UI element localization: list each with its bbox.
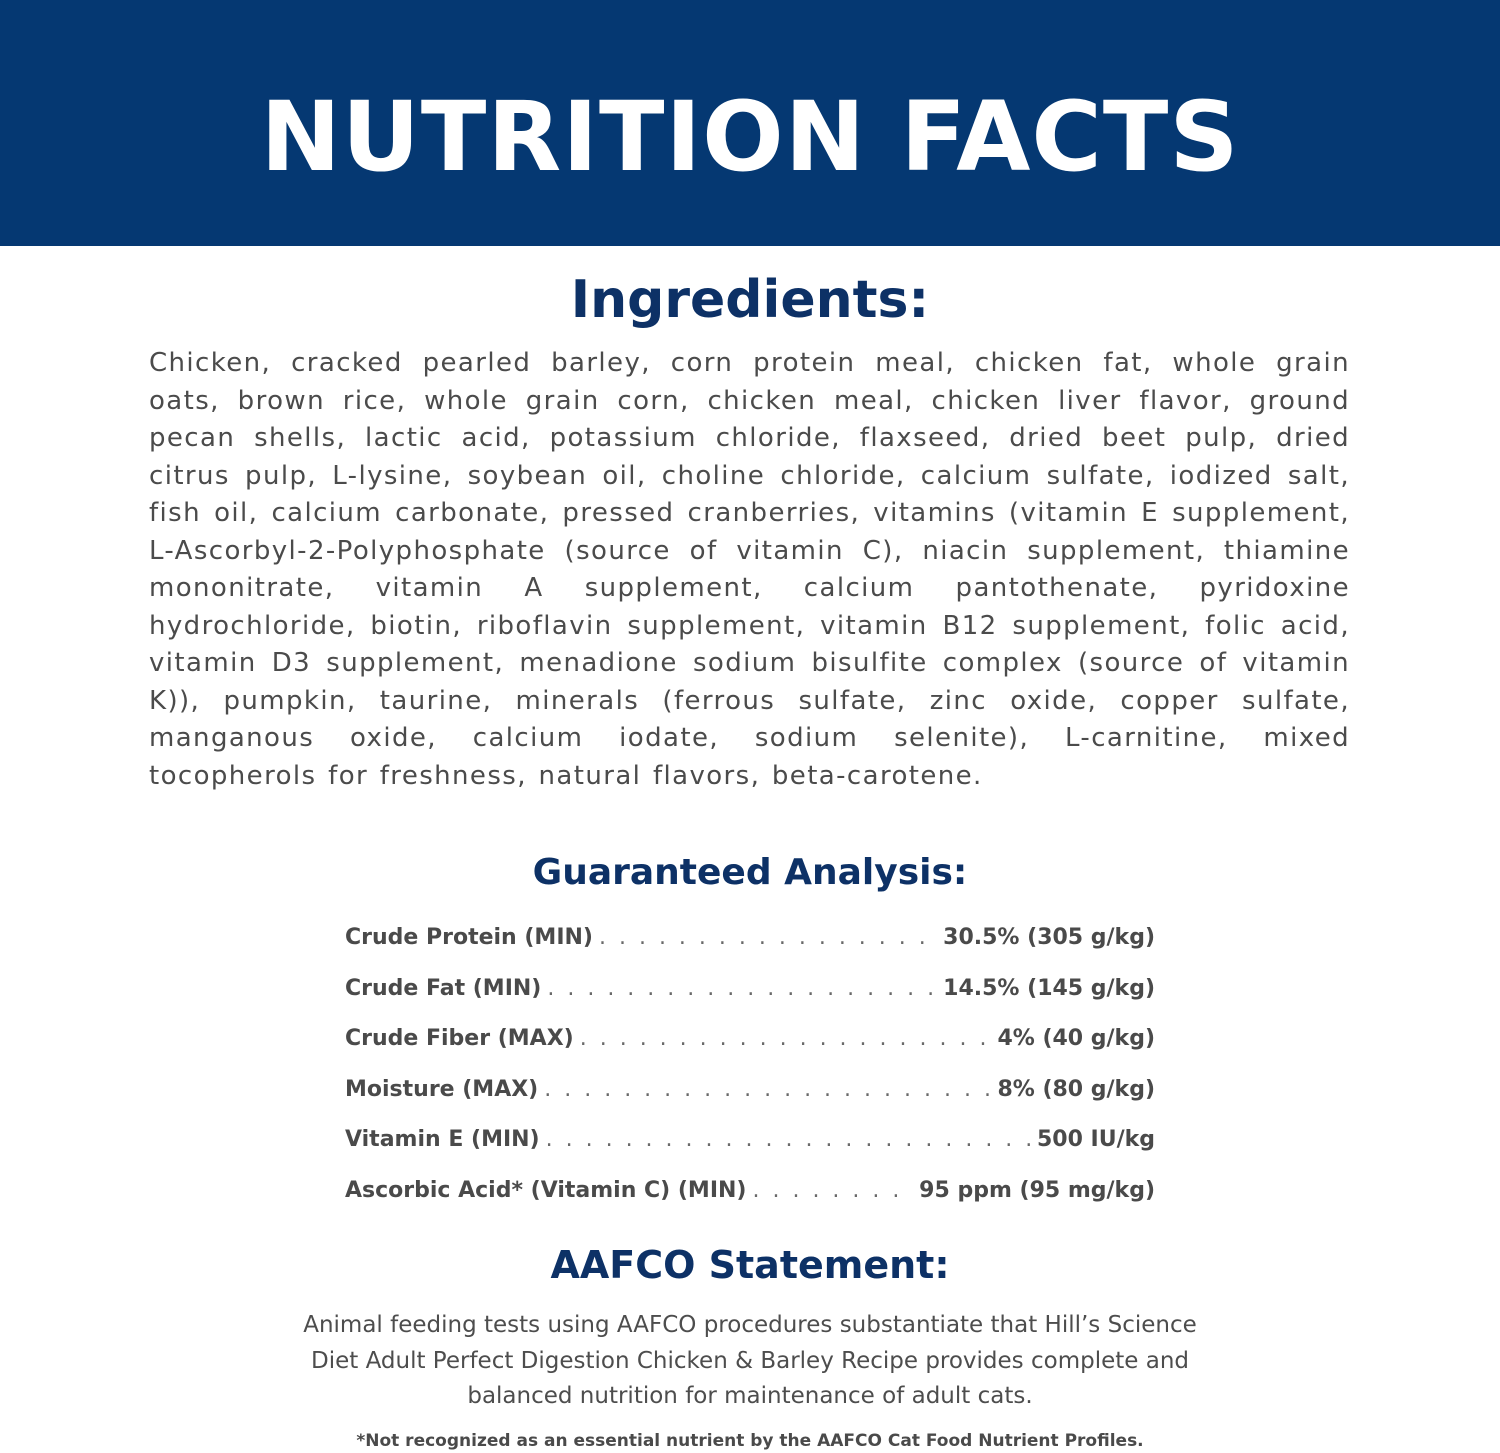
guaranteed-analysis-table bbox=[345, 925, 1155, 1229]
analysis-value: 500 IU/kg bbox=[1036, 1127, 1155, 1153]
analysis-label: Crude Protein (MIN) bbox=[345, 925, 593, 950]
page-title: NUTRITION FACTS bbox=[260, 81, 1240, 193]
aafco-statement-text: Animal feeding tests using AAFCO procedures substantiate that Hill’s Science Diet Adult Perfect Digestion Chicken & Barley Recipe provides complete and balanced nutrition for maintenance of adult cats. bbox=[303, 1312, 1197, 1409]
analysis-value: 14.5% (145 g/kg) bbox=[943, 975, 1155, 1001]
ingredients-list-text: Chicken, cracked pearled barley, corn protein meal, chicken fat, whole grain oats, brown rice, whole grain corn, chicken meal, chicken liver flavor, ground pecan shells, lactic acid, potassium chloride, flaxseed, dried beet pulp, dried citrus pulp, L-lysine, soybean oil, choline chloride, calcium sulfate, iodized salt, fish oil, calcium carbonate, pressed cranberries, vitamins (vitamin E supplement, L-Ascorbyl-2-Polyphosphate (source of vitamin C), niacin supplement, thiamine mononitrate, vitamin A supplement, calcium pantothenate, pyridoxine hydrochloride, biotin, riboflavin supplement, vitamin B12 supplement, folic acid, vitamin D3 supplement, menadione sodium bisulfite complex (source of vitamin K)), pumpkin, taurine, minerals (ferrous sulfate, zinc oxide, copper sulfate, manganous oxide, calcium iodate, sodium selenite), L-carnitine, mixed tocopherols for freshness, natural flavors, beta-carotene. bbox=[149, 348, 1350, 791]
analysis-row-crude-protein bbox=[345, 925, 1155, 976]
analysis-row-crude-fat bbox=[345, 976, 1155, 1027]
analysis-label: Ascorbic Acid* (Vitamin C) (MIN) bbox=[345, 1177, 747, 1203]
analysis-label: Moisture (MAX) bbox=[345, 1076, 539, 1102]
analysis-label: Crude Fat (MIN) bbox=[345, 975, 542, 1001]
dot-leader bbox=[546, 1127, 1031, 1152]
ingredients-heading: Ingredients: bbox=[570, 270, 930, 330]
analysis-value: 4% (40 g/kg) bbox=[997, 1026, 1155, 1052]
dot-leader bbox=[752, 1178, 913, 1203]
dot-leader bbox=[544, 1077, 991, 1102]
aafco-statement-heading: AAFCO Statement: bbox=[550, 1243, 950, 1287]
footnote: *Not recognized as an essential nutrient by the AAFCO Cat Food Nutrient Profiles. bbox=[356, 1431, 1144, 1451]
dot-leader bbox=[599, 925, 937, 950]
analysis-row-crude-fiber bbox=[345, 1026, 1155, 1077]
analysis-row-ascorbic-acid bbox=[345, 1178, 1155, 1229]
analysis-row-moisture bbox=[345, 1077, 1155, 1128]
analysis-value: 30.5% (305 g/kg) bbox=[943, 925, 1155, 950]
header-banner bbox=[0, 0, 1500, 246]
analysis-label: Crude Fiber (MAX) bbox=[345, 1026, 574, 1052]
dot-leader bbox=[580, 1026, 992, 1051]
guaranteed-analysis-heading: Guaranteed Analysis: bbox=[532, 852, 968, 893]
analysis-row-vitamin-e bbox=[345, 1127, 1155, 1178]
analysis-value: 95 ppm (95 mg/kg) bbox=[919, 1177, 1155, 1203]
dot-leader bbox=[547, 976, 937, 1001]
analysis-value: 8% (80 g/kg) bbox=[997, 1076, 1155, 1102]
analysis-label: Vitamin E (MIN) bbox=[345, 1127, 540, 1153]
